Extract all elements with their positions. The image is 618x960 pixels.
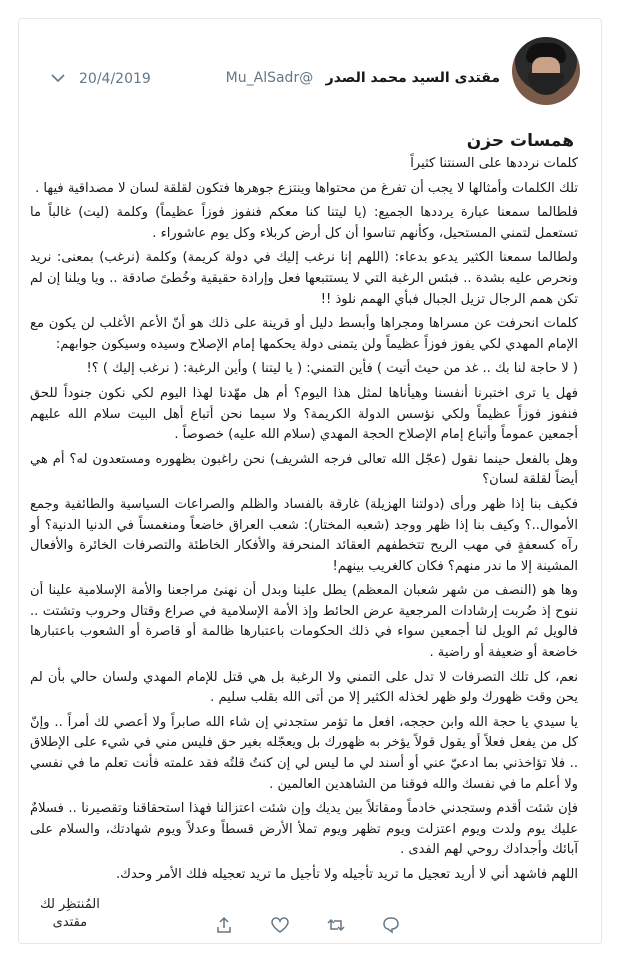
signature-line: المُنتظِر لك [40, 897, 100, 912]
signature-name: مقتدى [52, 915, 88, 930]
paragraph: وهل بالفعل حينما نقول (عجّل الله تعالى فرجه الشريف) نحن راغبون بظهوره ومستعدون له؟ أم هي أيضاً لقلقة لسان؟ [30, 451, 578, 488]
paragraph: كلمات انحرفت عن مسراها ومجراها وأبسط دليل أو قرينة على ذلك هو أنّ الأعم الأغلب لن يكون مع الإمام المهدي لكي يفوز فوزاً عظيماً ولن يتمنى دولة يحكمها إمام الإصلاح وسيده وسيكون جوابهم: [30, 316, 578, 352]
paragraph: نعم، كل تلك التصرفات لا تدل على التمني ولا الرغبة بل هي قتل للإمام المهدي ولسان حالي بأن لم يحن وقت ظهورك ولو ظهر لخذله الكثير إلا من أتى الله بقلب سليم . [30, 669, 578, 706]
avatar[interactable] [512, 37, 580, 105]
paragraph: يا سيدي يا حجة الله وابن حججه، افعل ما تؤمر ستجدني إن شاء الله صابراً ولا أعصي لك أمراً .. وإنّ كل من يفعل فعلاً أو يقول قولاً يؤخر به ظهورك بل ويعجّله بغير حق فليس مني في شيء على الإطلاق .. فلا تؤاخذني بما ادعيّ عني أو أسند لي ما ليس لي إن كنتُ قلتُه فقد علمته فأنت تعلم ما في نفسي ولا أعلم ما في نفسك والله فوقنا من الشاهدين العالمين . [30, 714, 578, 792]
paragraph: فهل يا ترى اختبرنا أنفسنا وهيأناها لمثل هذا اليوم؟ أم هل مهّدنا لهذا اليوم لكي نكون جنوداً للحق فنفوز فوزاً عظيماً ولكي نؤسس الدولة الكريمة؟ ولا سيما نحن أتباع أهل البيت سلام الله عليهم أجمعين عموماً وأتباع إمام الإصلاح الحجة المهدي (سلام الله عليه) خصوصاً . [30, 385, 578, 443]
paragraph: وها هو (النصف من شهر شعبان المعظم) يطل علينا وبدل أن نهنئ مراجعنا والأمة الإسلامية علينا أن ننوح إذ ضُربت إرشادات المرجعية عرض الحائط وإذ الأمة الإسلامية في صراع وقتال وحروب وتشتت .. فالويل ثم الويل لنا أجمعين سواء في ذلك الحكومات باعتبارها ظالمة أو قاصرة أو الشعوب باعتبارها خاضعة أو ضعيفة أو راضية . [30, 583, 578, 661]
retweet-icon[interactable] [326, 915, 346, 935]
share-icon[interactable] [214, 915, 234, 935]
chevron-down-icon[interactable] [50, 70, 66, 86]
heart-icon[interactable] [270, 915, 290, 935]
author-line [226, 70, 500, 86]
tweet-actions [0, 915, 618, 947]
author-handle[interactable]: @Mu_AlSadr [225, 70, 314, 86]
paragraph: فإن شئت أقدم وستجدني خادماً ومقاتلاً بين يديك وإن شئت اعتزالنا فهذا استحقاقنا وتقصيرنا .. فسلامٌ عليك يوم ولدت ويوم اعتزلت ويوم تظهر ويوم تملأ الأرض قسطاً وعدلاً ويوم شهادتك، والسلام على آبائك وأجدادك روحي لهم الفدى . [30, 801, 578, 858]
reply-icon[interactable] [381, 915, 401, 935]
paragraph: فلطالما سمعنا عبارة يرددها الجميع: (يا ليتنا كنا معكم فنفوز فوزاً عظيماً) وكلمة (ليت) غالباً ما تستعمل لتمني المستحيل، وكأنهم تناسوا أن كل أرض كربلاء وكل يوم عاشوراء . [30, 205, 578, 241]
paragraph: ولطالما سمعنا الكثير يدعو بدعاء: (اللهم إنا نرغب إليك في دولة كريمة) وكلمة (نرغب) بمعنى: نريد ونحرص عليه بشدة .. فبئس الرغبة التي لا يستتبعها فعل وإرادة حقيقية وخُطىً صادقة .. ويا ويلنا إن لم تكن همم الرجال تزيل الجبال فبأي الهمم نلوذ !! [30, 250, 578, 307]
tweet-date: 20/4/2019 [79, 71, 151, 87]
paragraph: كلمات نرددها على السنتنا كثيراً [410, 156, 578, 171]
paragraph: ( لا حاجة لنا بك .. غد من حيث أتيت ) فأين التمني: ( يا ليتنا ) وأين الرغبة: ( نرغب إليك ) ؟! [86, 361, 578, 377]
paragraph: اللهم فاشهد أني لا أريد تعجيل ما تريد تأجيله ولا تأجيل ما تريد تعجيله فلك الأمر وحدك. [116, 867, 578, 882]
tweet-body [30, 128, 578, 890]
tweet-title: همسات حزن [466, 131, 574, 151]
author-name[interactable]: مقتدى السيد محمد الصدر [325, 70, 500, 86]
paragraph: تلك الكلمات وأمثالها لا يجب أن تفرغ من محتواها وينتزع جوهرها فتكون لقلقة لسان لا مصداقية فيها . [35, 180, 578, 196]
paragraph: فكيف بنا إذا ظهر ورأى (دولتنا الهزيلة) غارقة بالفساد والظلم والصراعات السياسية والطائفية وجمع الأموال..؟ وكيف بنا إذا ظهر ووجد (شعبه المختار): شعب العراق خاضعاً ومنغمساً في الدنيا الدنية؟ أو رآه كسعفةٍ في مهب الريح تتخطفهم العقائد المنحرفة والأفكار الخاطئة والتصرفات الخائرة والأفعال المشينة إلا ما ندر منهم؟ فكان كالغريب بينهم! [30, 496, 578, 574]
